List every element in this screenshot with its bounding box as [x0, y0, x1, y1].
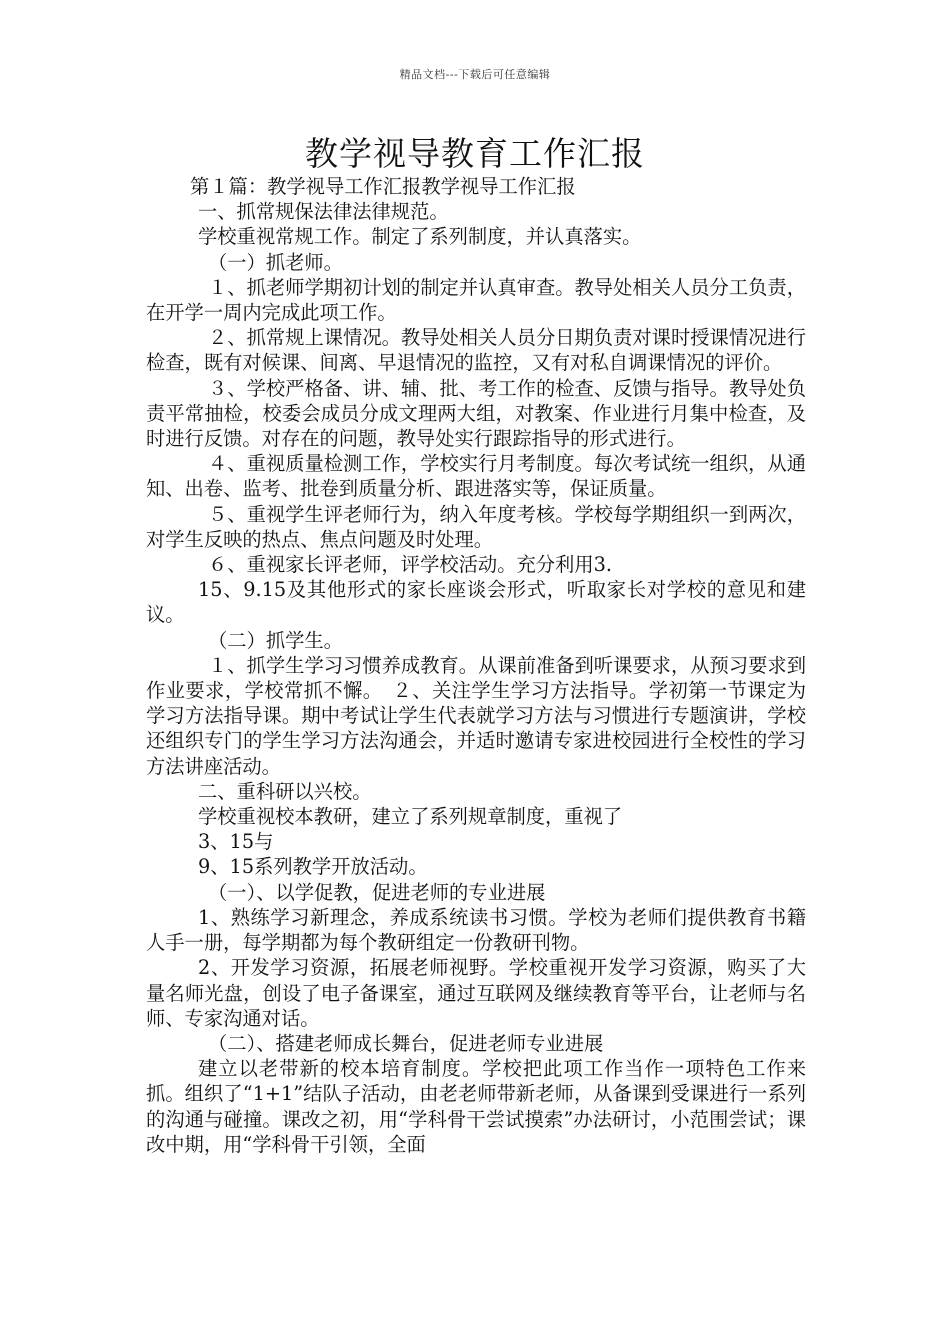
body-paragraph: 1、熟练学习新理念，养成系统读书习惯。学校为老师们提供教育书籍人手一册，每学期都为每个教研组定一份教研刊物。	[146, 905, 806, 955]
body-paragraph: （一）、以学促教，促进老师的专业进展	[208, 880, 546, 904]
document-title: 教学视导教育工作汇报	[305, 134, 645, 173]
body-paragraph: 二、重科研以兴校。	[198, 779, 372, 803]
body-paragraph: 第１篇：教学视导工作汇报教学视导工作汇报	[190, 175, 576, 198]
body-paragraph: 9、15系列教学开放活动。	[198, 855, 428, 879]
body-paragraph: 3、15与	[198, 830, 274, 854]
body-paragraph: ２、抓常规上课情况。教导处相关人员分日期负责对课时授课情况进行检查，既有对候课、间离、早退情况的监控，又有对私自调课情况的评价。	[146, 326, 806, 375]
body-paragraph: （二）、搭建老师成长舞台，促进老师专业进展	[208, 1031, 604, 1055]
body-paragraph: （二）抓学生。	[208, 628, 343, 652]
body-paragraph: （一）抓老师。	[208, 250, 343, 274]
body-paragraph: 一、抓常规保法律法律规范。	[198, 200, 449, 224]
body-paragraph: 学校重视常规工作。制定了系列制度，并认真落实。	[198, 225, 642, 249]
body-paragraph: １、抓学生学习习惯养成教育。从课前准备到听课要求，从预习要求到作业要求，学校常抓不懈。 ２、关注学生学习方法指导。学初第一节课定为学习方法指导课。期中考试让学生代表就学习方法与习惯进行专题演讲，学校还组织专门的学生学习方法沟通会，并适时邀请专家进校园进行全校性的学习方法讲座活动。	[146, 653, 806, 778]
body-paragraph: ５、重视学生评老师行为，纳入年度考核。学校每学期组织一到两次，对学生反映的热点、焦点问题及时处理。	[146, 502, 806, 551]
body-paragraph: 15、9.15及其他形式的家长座谈会形式，听取家长对学校的意见和建议。	[146, 578, 806, 627]
body-paragraph: ６、重视家长评老师，评学校活动。充分利用3.	[208, 553, 613, 577]
document-header-note: 精品文档---下载后可任意编辑	[399, 68, 551, 81]
body-paragraph: ３、学校严格备、讲、辅、批、考工作的检查、反馈与指导。教导处负责平常抽检，校委会成员分成文理两大组，对教案、作业进行月集中检查，及时进行反馈。对存在的问题，教导处实行跟踪指导的形式进行。	[146, 376, 806, 451]
body-paragraph: ４、重视质量检测工作，学校实行月考制度。每次考试统一组织，从通知、出卷、监考、批卷到质量分析、跟进落实等，保证质量。	[146, 452, 806, 501]
body-paragraph: 学校重视校本教研，建立了系列规章制度，重视了	[198, 805, 623, 829]
body-paragraph: 建立以老带新的校本培育制度。学校把此项工作当作一项特色工作来抓。组织了“1+1”结队子活动，由老老师带新老师，从备课到受课进行一系列的沟通与碰撞。课改之初，用“学科骨干尝试摸索”办法研讨，小范围尝试；课改中期，用“学科骨干引领，全面	[146, 1057, 806, 1156]
body-paragraph: １、抓老师学期初计划的制定并认真审查。教导处相关人员分工负责，在开学一周内完成此项工作。	[146, 275, 806, 325]
document-body	[146, 174, 806, 1157]
body-paragraph: 2、开发学习资源，拓展老师视野。学校重视开发学习资源，购买了大量名师光盘，创设了电子备课室，通过互联网及继续教育等平台，让老师与名师、专家沟通对话。	[146, 956, 806, 1030]
